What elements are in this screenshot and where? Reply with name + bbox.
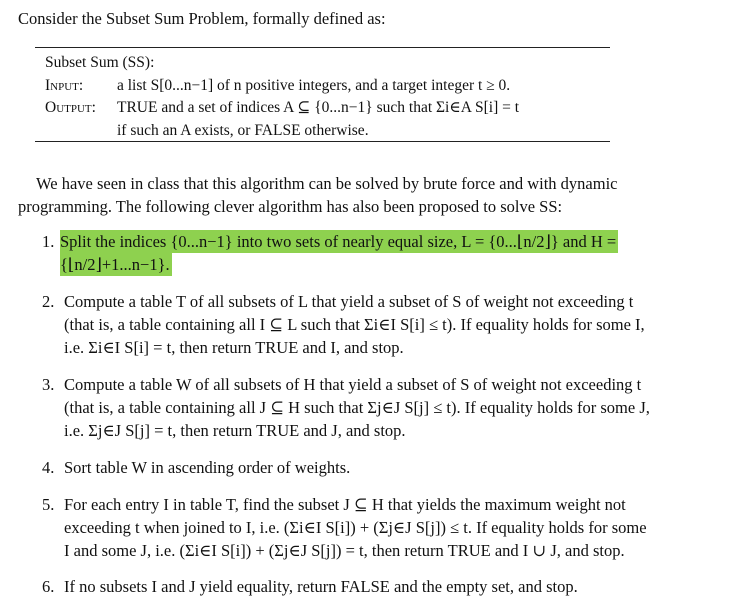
paragraph-line-2: programming. The following clever algorithm has also been proposed to solve SS: xyxy=(18,197,563,216)
step-line: Compute a table T of all subsets of L that yield a subset of S of weight not exceeding t xyxy=(64,292,634,311)
definition-output-row-2 xyxy=(45,120,610,143)
paragraph-line-1: We have seen in class that this algorithm can be solved by brute force and with dynamic xyxy=(36,174,618,193)
step-number: 3. xyxy=(42,375,55,394)
step-line: Compute a table W of all subsets of H that yield a subset of S of weight not exceeding t xyxy=(64,375,642,394)
step-line: (that is, a table containing all J ⊆ H such that Σj∈J S[j] ≤ t). If equality holds for some J, xyxy=(64,398,650,417)
step-body xyxy=(64,493,719,562)
input-text: a list S[0...n−1] of n positive integers, and a target integer t ≥ 0. xyxy=(117,76,511,94)
step-number: 5. xyxy=(42,495,55,514)
definition-input-row xyxy=(45,75,610,98)
step-line: Sort table W in ascending order of weights. xyxy=(64,458,351,477)
step-body xyxy=(64,575,719,598)
output-label: Output: xyxy=(45,99,96,116)
output-text-2: if such an A exists, or FALSE otherwise. xyxy=(117,121,369,139)
step-line: exceeding t when joined to I, i.e. (Σi∈I S[i]) + (Σj∈J S[j]) ≤ t. If equality holds for some xyxy=(64,518,647,537)
step-line: i.e. Σj∈J S[j] = t, then return TRUE and J, and stop. xyxy=(64,421,406,440)
step-number: 4. xyxy=(42,458,55,477)
output-text: TRUE and a set of indices A ⊆ {0...n−1} such that Σi∈A S[i] = t xyxy=(117,99,520,116)
intro-text: Consider the Subset Sum Problem, formally defined as: xyxy=(18,9,386,28)
description-paragraph xyxy=(18,172,718,218)
definition-box xyxy=(45,52,610,142)
definition-title-row xyxy=(45,52,610,75)
highlighted-line: Split the indices {0...n−1} into two sets of nearly equal size, L = {0...⌊n/2⌋} and H = xyxy=(60,232,617,251)
step-number: 6. xyxy=(42,577,55,596)
step-line: (that is, a table containing all I ⊆ L such that Σi∈I S[i] ≤ t). If equality holds for some I, xyxy=(64,315,645,334)
step-number: 2. xyxy=(42,292,55,311)
input-label: Input: xyxy=(45,76,84,94)
step-line: For each entry I in table T, find the subset J ⊆ H that yields the maximum weight not xyxy=(64,495,626,514)
highlighted-line: {⌊n/2⌋+1...n−1}. xyxy=(60,255,170,274)
step-line: I and some J, i.e. (Σi∈I S[i]) + (Σj∈J S[j]) = t, then return TRUE and I ∪ J, and stop. xyxy=(64,541,625,560)
step-number: 1. xyxy=(42,232,55,251)
definition-output-row xyxy=(45,97,610,120)
step-line: If no subsets I and J yield equality, return FALSE and the empty set, and stop. xyxy=(64,577,578,596)
step-body xyxy=(64,456,719,479)
step-body xyxy=(64,290,719,359)
definition-top-rule xyxy=(35,47,610,48)
definition-bottom-rule xyxy=(35,141,610,142)
step-body xyxy=(64,373,719,442)
step-line: i.e. Σi∈I S[i] = t, then return TRUE and I, and stop. xyxy=(64,338,404,357)
definition-title: Subset Sum (SS): xyxy=(45,54,155,71)
step-body xyxy=(60,230,715,276)
